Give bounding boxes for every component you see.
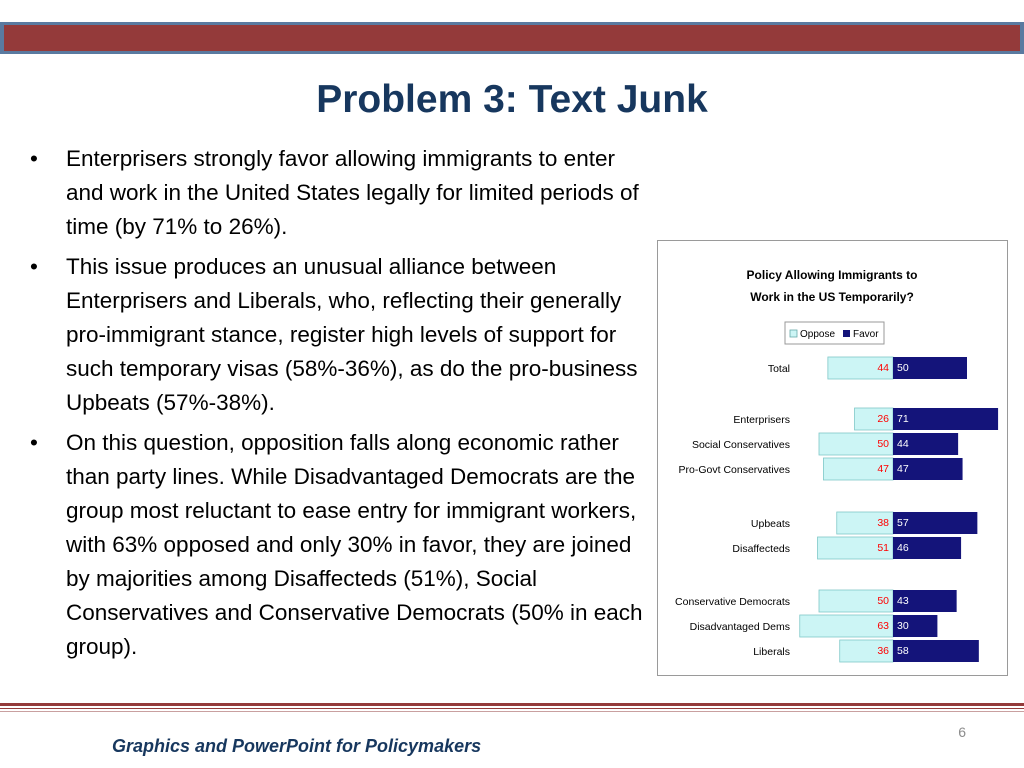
- favor-value-label: 30: [897, 620, 909, 632]
- bullet-text: Enterprisers strongly favor allowing immigrants to enter and work in the United States legally for limited periods of time (by 71% to 26%).: [66, 146, 639, 239]
- category-label: Pro-Govt Conservatives: [678, 464, 790, 476]
- oppose-value-label: 36: [877, 645, 889, 657]
- category-label: Enterprisers: [733, 414, 790, 426]
- category-label: Disadvantaged Dems: [689, 621, 790, 633]
- category-label: Total: [767, 363, 790, 375]
- favor-value-label: 50: [897, 362, 909, 374]
- bullet-marker: •: [30, 254, 38, 279]
- oppose-value-label: 50: [877, 595, 889, 607]
- oppose-value-label: 63: [877, 620, 889, 632]
- oppose-value-label: 47: [877, 463, 889, 475]
- legend-oppose-swatch: [790, 330, 797, 337]
- favor-value-label: 47: [897, 463, 909, 475]
- category-label: Conservative Democrats: [675, 596, 790, 608]
- bullet-list: [30, 142, 650, 670]
- favor-value-label: 57: [897, 517, 909, 529]
- oppose-value-label: 38: [877, 517, 889, 529]
- oppose-value-label: 26: [877, 413, 889, 425]
- favor-value-label: 46: [897, 542, 909, 554]
- footer-rule-light: [0, 711, 1024, 712]
- bullet-item: [30, 142, 650, 244]
- footer-text: Graphics and PowerPoint for Policymakers: [112, 736, 482, 756]
- chart-image: [657, 240, 1008, 676]
- oppose-value-label: 51: [877, 542, 889, 554]
- favor-value-label: 43: [897, 595, 909, 607]
- oppose-value-label: 50: [877, 438, 889, 450]
- footer-rule-thin: [0, 708, 1024, 709]
- favor-value-label: 58: [897, 645, 909, 657]
- favor-bar: [893, 408, 998, 430]
- bullet-text: This issue produces an unusual alliance between Enterprisers and Liberals, who, reflecting their generally pro-immigrant stance, register high levels of support for such temporary visas (58%-36%), as do the pro-business Upbeats (57%-38%).: [66, 254, 638, 415]
- category-label: Disaffecteds: [732, 543, 790, 555]
- legend-oppose-label: Oppose: [800, 329, 836, 340]
- bullet-item: [30, 426, 650, 664]
- chart-title-line: Work in the US Temporarily?: [750, 290, 914, 304]
- favor-value-label: 44: [897, 438, 909, 450]
- chart-title-line: Policy Allowing Immigrants to: [746, 268, 918, 282]
- favor-value-label: 71: [897, 413, 909, 425]
- page-number: 6: [958, 724, 966, 740]
- slide-title: Problem 3: Text Junk: [316, 78, 708, 121]
- category-label: Social Conservatives: [691, 439, 790, 451]
- header-band-fill: [4, 25, 1020, 51]
- legend-favor-label: Favor: [853, 329, 879, 340]
- footer-rule: [0, 703, 1024, 706]
- category-label: Liberals: [753, 646, 790, 658]
- category-label: Upbeats: [750, 518, 790, 530]
- chart: [658, 241, 1007, 675]
- legend-favor-swatch: [843, 330, 850, 337]
- oppose-value-label: 44: [877, 362, 889, 374]
- bullet-marker: •: [30, 430, 38, 455]
- bullet-text: On this question, opposition falls along economic rather than party lines. While Disadvantaged Democrats are the group most reluctant to ease entry for immigrant workers, with 63% opposed and only 30% in favor, they are joined by majorities among Disaffecteds (51%), Social Conservatives and Conservative Democrats (50% in each group).: [66, 430, 643, 659]
- bullet-marker: •: [30, 146, 38, 171]
- header-band: [0, 22, 1024, 54]
- bullet-item: [30, 250, 650, 420]
